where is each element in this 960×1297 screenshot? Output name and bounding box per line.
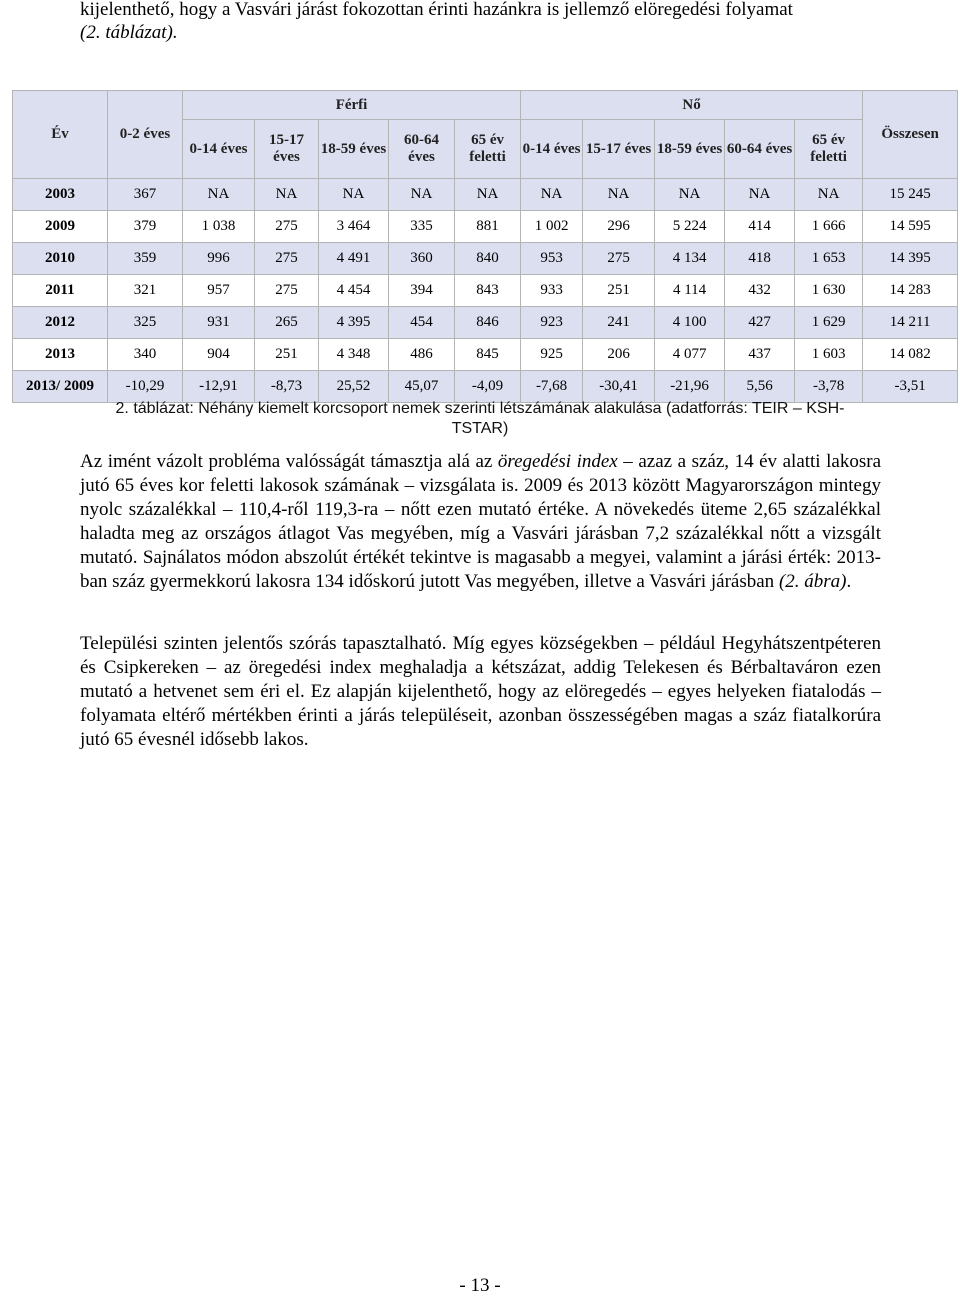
table-cell: NA [725,179,795,211]
row-year: 2009 [13,211,108,243]
intro-text: kijelenthető, hogy a Vasvári járást fokozottan érinti hazánkra is jellemző elöregedési folyamat [80,0,793,20]
table-cell: 275 [255,211,319,243]
table-cell: -10,29 [108,371,183,403]
table-cell: 427 [725,307,795,339]
table-cell: 923 [521,307,583,339]
header-group-female: Nő [521,91,863,120]
table-cell: 275 [583,243,655,275]
row-year: 2010 [13,243,108,275]
header-female-65-plus: 65 év feletti [795,120,863,179]
header-female-0-14: 0-14 éves [521,120,583,179]
table-cell: 925 [521,339,583,371]
table-cell: -4,09 [455,371,521,403]
header-female-18-59: 18-59 éves [655,120,725,179]
table-cell: 25,52 [319,371,389,403]
table-cell: 454 [389,307,455,339]
table-cell: NA [255,179,319,211]
table-cell: 5,56 [725,371,795,403]
table-cell: 843 [455,275,521,307]
table-cell: 4 077 [655,339,725,371]
table-cell: 933 [521,275,583,307]
table-cell: 4 454 [319,275,389,307]
table-cell: 325 [108,307,183,339]
table-cell: 14 283 [863,275,958,307]
table-cell: 3 464 [319,211,389,243]
table-cell: 206 [583,339,655,371]
table-cell: 4 134 [655,243,725,275]
table-cell: 321 [108,275,183,307]
table-cell: 45,07 [389,371,455,403]
paragraph1-term: öregedési index [497,451,618,472]
table-cell: 846 [455,307,521,339]
table-cell: 379 [108,211,183,243]
table-cell: 432 [725,275,795,307]
header-year: Év [13,91,108,179]
table-cell: 265 [255,307,319,339]
table-cell: 840 [455,243,521,275]
table-cell: 241 [583,307,655,339]
table-cell: 4 491 [319,243,389,275]
table-row [13,307,958,339]
row-year: 2013 [13,339,108,371]
table-caption: 2. táblázat: Néhány kiemelt korcsoport nemek szerinti létszámának alakulása (adatforrás: TEIR – KSH-TSTAR) [115,400,845,437]
table-cell: 1 603 [795,339,863,371]
table-cell: 251 [583,275,655,307]
header-male-60-64: 60-64 éves [389,120,455,179]
header-male-0-14: 0-14 éves [183,120,255,179]
table-cell: 845 [455,339,521,371]
table-cell: 340 [108,339,183,371]
row-year: 2012 [13,307,108,339]
table-cell: 335 [389,211,455,243]
table-cell: NA [389,179,455,211]
table-cell: NA [583,179,655,211]
table-row [13,339,958,371]
table-cell: 486 [389,339,455,371]
table-cell: -3,78 [795,371,863,403]
paragraph1-figure-reference: (2. ábra) [778,571,847,592]
table-cell: 1 666 [795,211,863,243]
table-cell: -7,68 [521,371,583,403]
table-cell: 931 [183,307,255,339]
header-group-male: Férfi [183,91,521,120]
table-cell: 953 [521,243,583,275]
paragraph1-text-b: – azaz a száz, 14 év alatti lakosra jutó 65 éves kor feletti lakosok számának – vizsgálata is. 2009 és 2013 között Magyarországon mintegy nyolc százalékkal – 110,4-ről 119,3-ra – nőtt ezen mutató értéke. A növekedés üteme 2,65 százalékkal haladta meg az országos átlagot Vas megyében, míg a Vasvári járásban 7,2 százalékkal nőtt a vizsgált mutató. Sajnálatos módon abszolút értékét tekintve is magasabb a megyei, valamint a járási érték: 2013-ban száz gyermekkorú lakosra 134 időskorú jutott Vas megyében, illetve a Vasvári járásban [80,451,881,592]
table-cell: 957 [183,275,255,307]
table-cell: 15 245 [863,179,958,211]
table-cell: 418 [725,243,795,275]
table-cell: 251 [255,339,319,371]
table-cell: 360 [389,243,455,275]
header-male-18-59: 18-59 éves [319,120,389,179]
table-cell: 4 395 [319,307,389,339]
table-cell: 367 [108,179,183,211]
table-cell: NA [521,179,583,211]
table-header [13,91,958,179]
table-cell: 414 [725,211,795,243]
paragraph-settlement-variation: Települési szinten jelentős szórás tapasztalható. Míg egyes községekben – például Hegyhátszentpéteren és Csipkereken – az öregedési index meghaladja a kétszázat, addig Telekesen és Bérbaltaváron ezen mutató a hetvenet sem éri el. Ez alapján kijelenthető, hogy az elöregedés – egyes helyeken fiatalodás – folyamata eltérő mértékben érinti a járás településeit, azonban összességében magas a száz fiatalkorúra jutó 65 évesnél idősebb lakos. [80,633,881,750]
page-number: - 13 - [459,1275,501,1296]
paragraph1-text-a: Az imént vázolt probléma valósságát támasztja alá az [80,451,498,472]
table-body [13,179,958,403]
header-female-60-64: 60-64 éves [725,120,795,179]
table-cell: 1 630 [795,275,863,307]
paragraph-aging-index [80,450,881,594]
intro-table-reference: (2. táblázat). [80,22,178,43]
table-cell: 4 100 [655,307,725,339]
table-row [13,179,958,211]
table-cell: -8,73 [255,371,319,403]
table-cell: 5 224 [655,211,725,243]
table-cell: 4 348 [319,339,389,371]
table-cell: NA [655,179,725,211]
header-total: Összesen [863,91,958,179]
table-cell: 437 [725,339,795,371]
table-cell: 1 653 [795,243,863,275]
table-cell: 14 395 [863,243,958,275]
row-year: 2013/ 2009 [13,371,108,403]
table-cell: 14 595 [863,211,958,243]
table-cell: NA [319,179,389,211]
intro-paragraph [80,0,880,44]
table-row [13,371,958,403]
table-cell: 275 [255,275,319,307]
table-cell: 275 [255,243,319,275]
table-cell: 904 [183,339,255,371]
table-cell: NA [795,179,863,211]
table-cell: 359 [108,243,183,275]
table-cell: 881 [455,211,521,243]
table-cell: 1 038 [183,211,255,243]
row-year: 2011 [13,275,108,307]
table-cell: -12,91 [183,371,255,403]
table-cell: NA [455,179,521,211]
header-male-15-17: 15-17 éves [255,120,319,179]
table-cell: 996 [183,243,255,275]
table-cell: NA [183,179,255,211]
table-cell: 14 211 [863,307,958,339]
table-cell: -30,41 [583,371,655,403]
table-cell: 1 629 [795,307,863,339]
header-female-15-17: 15-17 éves [583,120,655,179]
table-cell: -3,51 [863,371,958,403]
table-row [13,275,958,307]
table-cell: 14 082 [863,339,958,371]
table-cell: -21,96 [655,371,725,403]
header-male-65-plus: 65 év feletti [455,120,521,179]
paragraph1-text-c: . [846,571,852,592]
age-group-table [12,90,958,403]
table-cell: 1 002 [521,211,583,243]
header-0-2: 0-2 éves [108,91,183,179]
table-row [13,211,958,243]
table-cell: 4 114 [655,275,725,307]
table-cell: 296 [583,211,655,243]
table-cell: 394 [389,275,455,307]
row-year: 2003 [13,179,108,211]
table-row [13,243,958,275]
